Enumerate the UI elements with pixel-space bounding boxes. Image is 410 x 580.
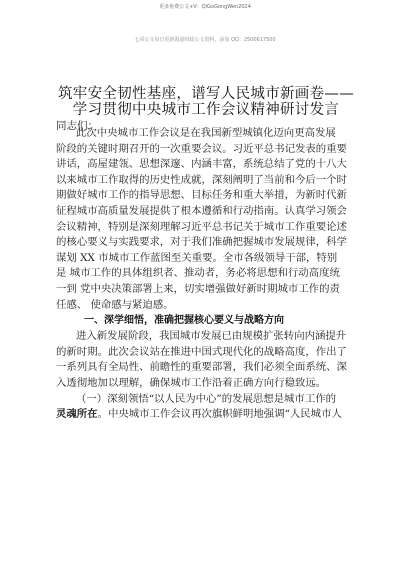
emphasis-text: 灵魂所在 (56, 408, 98, 421)
text-line: 会议精神，特别是深刻理解习近平总书记关于城市工作重要论述 (56, 220, 347, 233)
document-body (56, 126, 360, 423)
text-line: 此次中央城市工作会议是在我国新型城镇化迈向更高发展 (76, 127, 336, 139)
text-line: 任感、 使命感与紧迫感。 (56, 298, 174, 311)
text-line: 一系列具有全局性、前瞻性的重要部署，我们必须全面系统、深 (56, 361, 347, 374)
text-line: 征程城市高质量发展提供了根本遵循和行动指南。认真学习领会 (56, 204, 347, 217)
text-line: 以来城市工作取得的历史性成就，深刻阐明了当前和今后一个时 (56, 173, 347, 186)
text-line (56, 407, 360, 423)
text-line: 谋划 XX 市城市工作蓝图至关重要。全市各级领导干部，特别 (56, 251, 338, 264)
paragraph-subsection-1 (56, 392, 360, 423)
text-line: 的核心要义与实践要求，对于我们准确把握城市发展规律，科学 (56, 236, 347, 249)
title-line-1: 筑牢安全韧性基座，谱写人民城市新画卷—— (58, 86, 354, 102)
paragraph-section-1 (56, 329, 360, 391)
promo-note-sub: 七哥公文每日更新海量时政公文资料，添加 QQ：2500617500 (134, 37, 276, 43)
title-line-2: 学习贯彻中央城市工作会议精神研讨发言 (72, 102, 340, 118)
text-line: 一到 党中央决策部署上来，切实增强做好新时期城市工作的责 (56, 282, 340, 295)
text-line: （一）深刻领悟“以人民为中心”的发展思想是城市工作的 (76, 392, 336, 405)
text-line: 讲话，高屋建瓴、思想深邃、内涵丰富，系统总结了党的十八大 (56, 158, 347, 171)
text-run: 。中央城市工作会议再次旗帜鲜明地强调“人民城市人 (97, 408, 342, 421)
text-line: 入透彻地加以理解，确保城市工作沿着正确方向行稳致远。 (56, 376, 327, 389)
text-line: 的新时期。此次会议站在推进中国式现代化的战略高度，作出了 (56, 345, 347, 358)
text-line: 阶段的关键时期召开的一次重要会议。习近平总书记发表的重要 (56, 142, 347, 155)
text-line: 是 城市工作的具体组织者、推动者，务必将思想和行动高度统 (56, 267, 340, 280)
document-title (56, 86, 356, 118)
text-line: 期做好城市工作的指导思想、目标任务和重大举措，为新时代新 (56, 189, 347, 202)
text-line: 进入新发展阶段，我国城市发展已由规模扩张转向内涵提升 (76, 330, 347, 343)
promo-note-top: 更多免费公文+V：QiGoGongWen2024 (159, 4, 251, 10)
greeting: 同志们： (56, 120, 98, 132)
paragraph-intro (56, 126, 360, 313)
section-heading: 一、深学细悟，准确把握核心要义与战略方向 (84, 315, 284, 327)
